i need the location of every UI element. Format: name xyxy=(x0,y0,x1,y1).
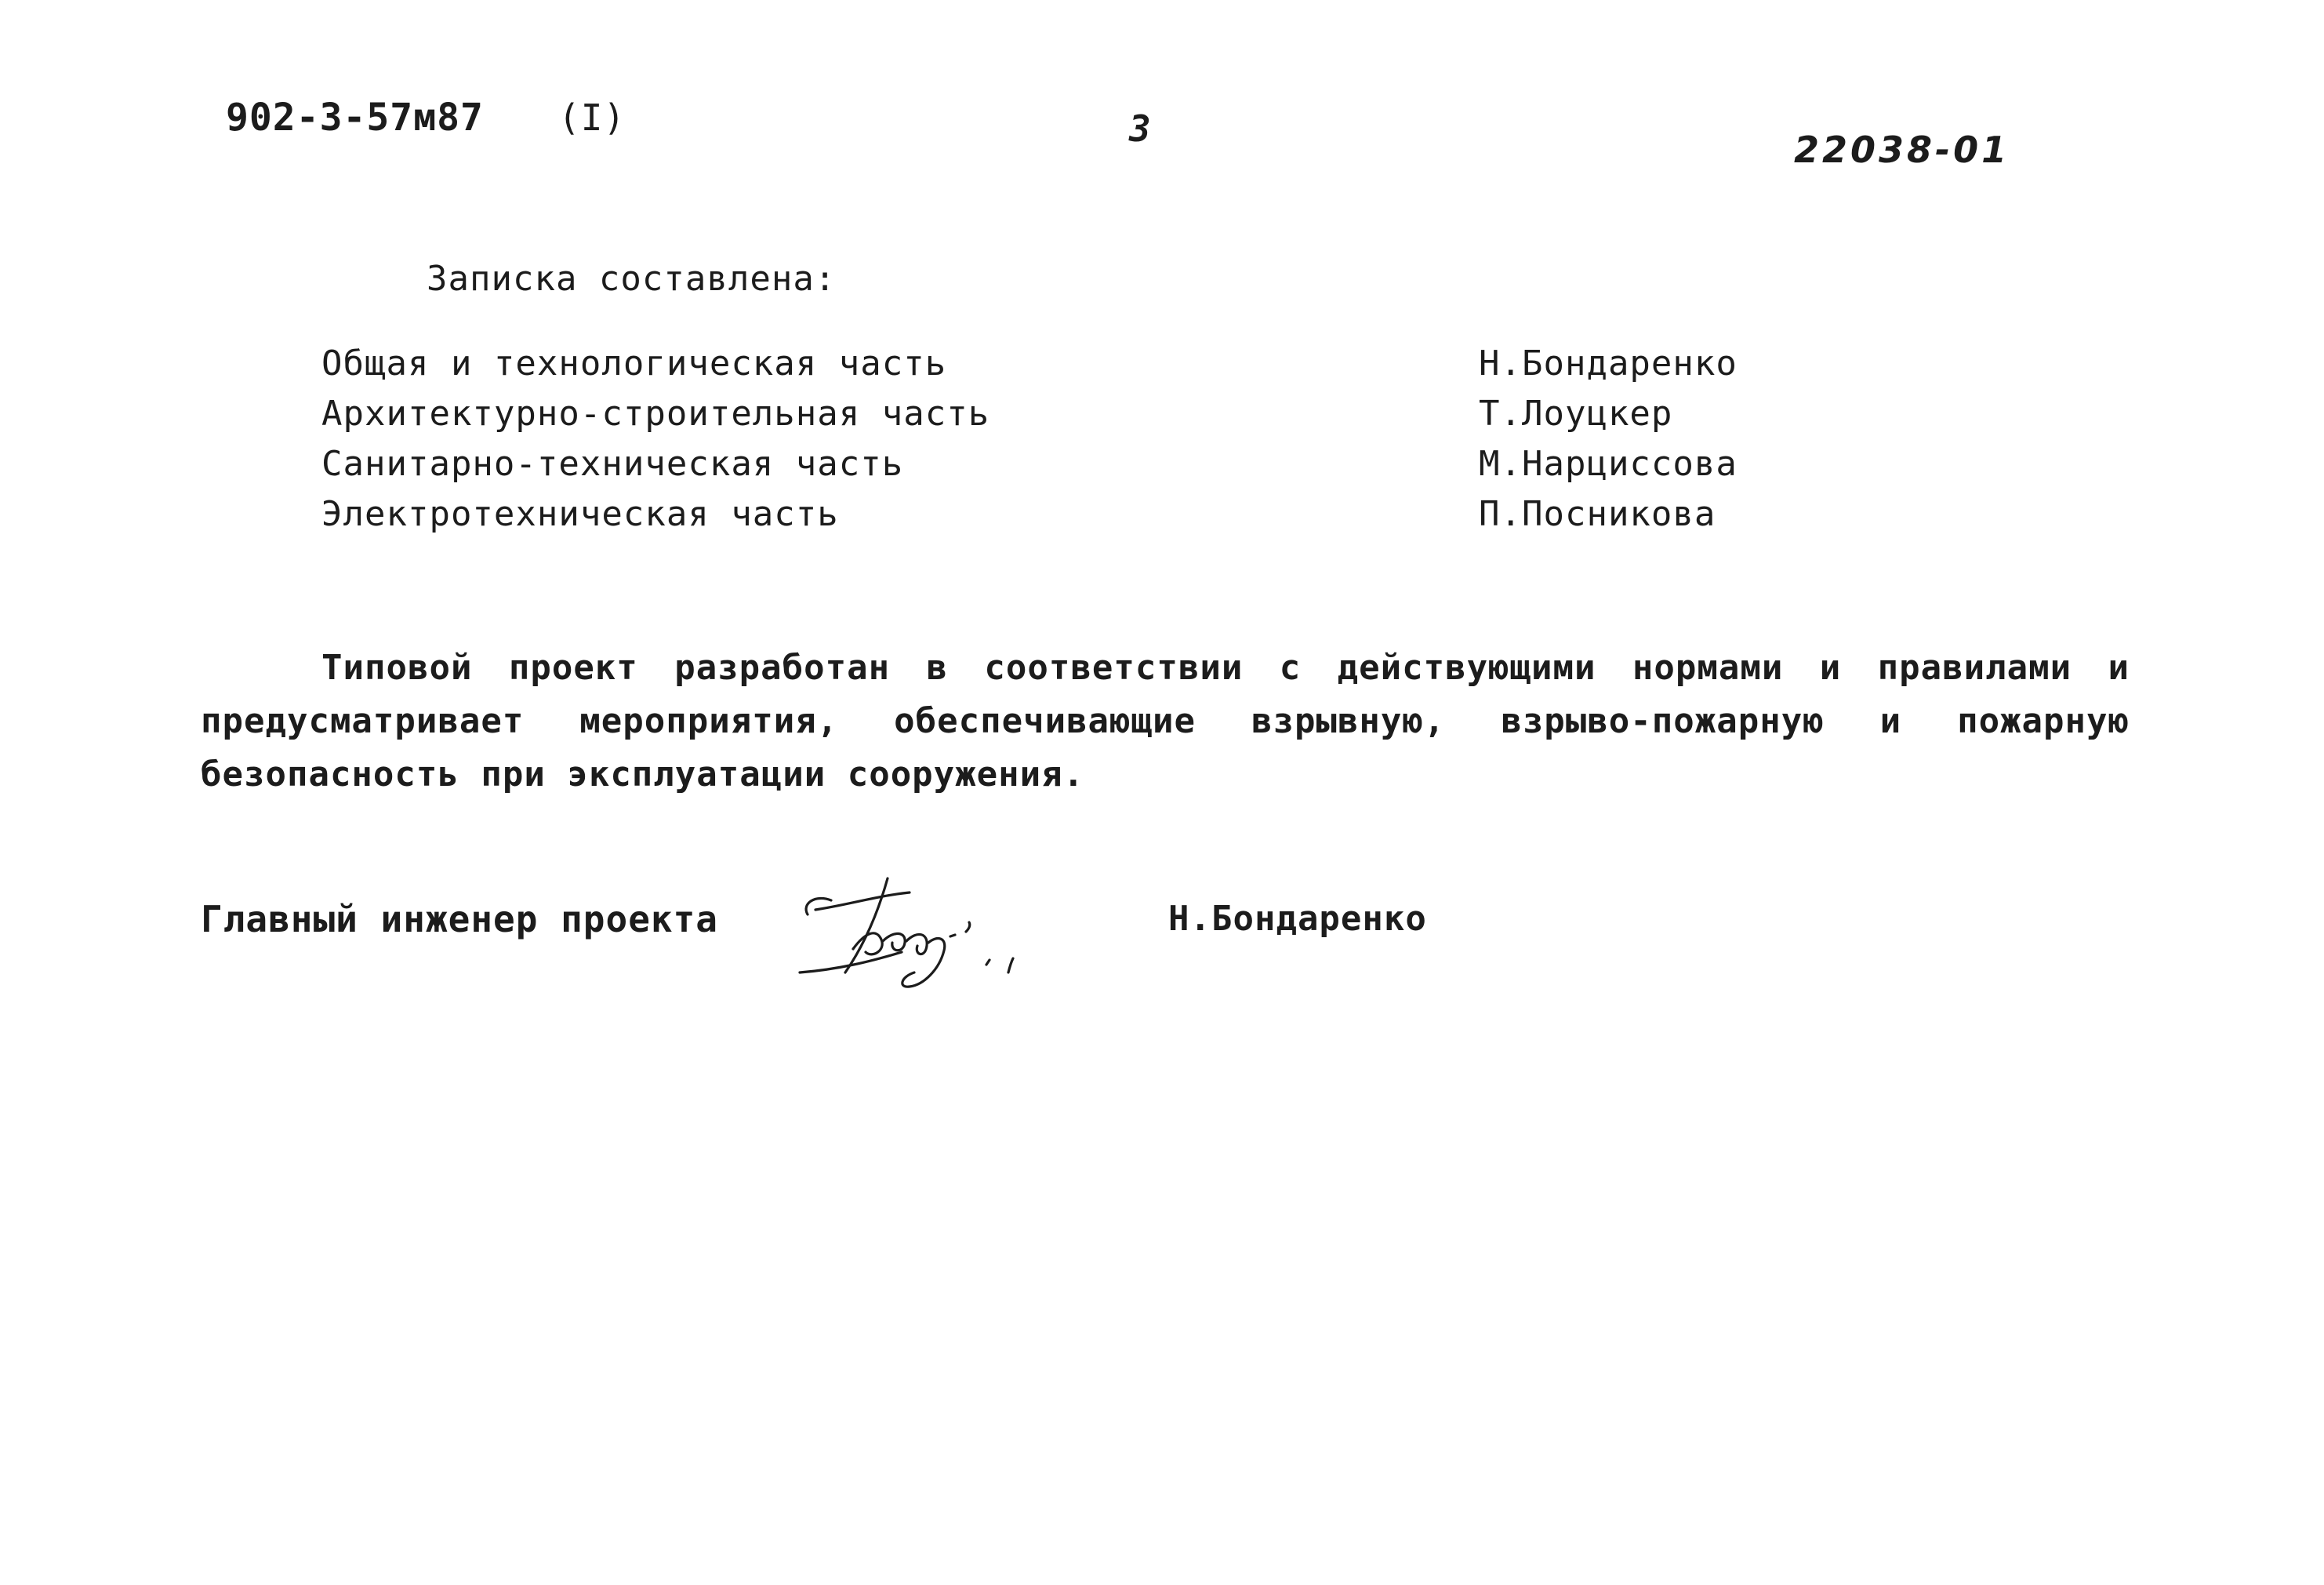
contributors-list xyxy=(321,339,1811,540)
contributor-name: Н.Бондаренко xyxy=(1479,344,1738,384)
contributor-row xyxy=(321,339,1811,389)
contributor-part: Архитектурно-строительная часть xyxy=(321,394,990,434)
contributor-row xyxy=(321,489,1811,540)
chief-engineer-title: Главный инженер проекта xyxy=(201,898,718,940)
contributor-part: Электротехническая часть xyxy=(321,494,839,534)
contributor-name: П.Посникова xyxy=(1479,494,1716,534)
signature-icon xyxy=(784,855,1051,1004)
contributor-part: Общая и технологическая часть xyxy=(321,344,947,384)
contributor-name: М.Нарциссова xyxy=(1479,444,1738,484)
inventory-number: 22038-01 xyxy=(1794,129,2010,171)
contributor-part: Санитарно-техническая часть xyxy=(321,444,904,484)
compiled-heading: Записка составлена: xyxy=(427,259,837,299)
compliance-paragraph: Типовой проект разработан в соответствии с действующими нормами и правилами и предусматривает мероприятия, обеспечивающие взрывную, взрыво-пожарную и пожарную безопасность при эксплуатации сооружения. xyxy=(201,648,2130,794)
contributor-row xyxy=(321,439,1811,489)
contributor-name: Т.Лоуцкер xyxy=(1479,394,1673,434)
document-code: 902-3-57м87 xyxy=(226,96,484,140)
sheet-tag: (I) xyxy=(558,96,626,139)
page-number: 3 xyxy=(1129,107,1152,150)
contributor-row xyxy=(321,389,1811,439)
chief-engineer-name: Н.Бондаренко xyxy=(1168,899,1427,939)
